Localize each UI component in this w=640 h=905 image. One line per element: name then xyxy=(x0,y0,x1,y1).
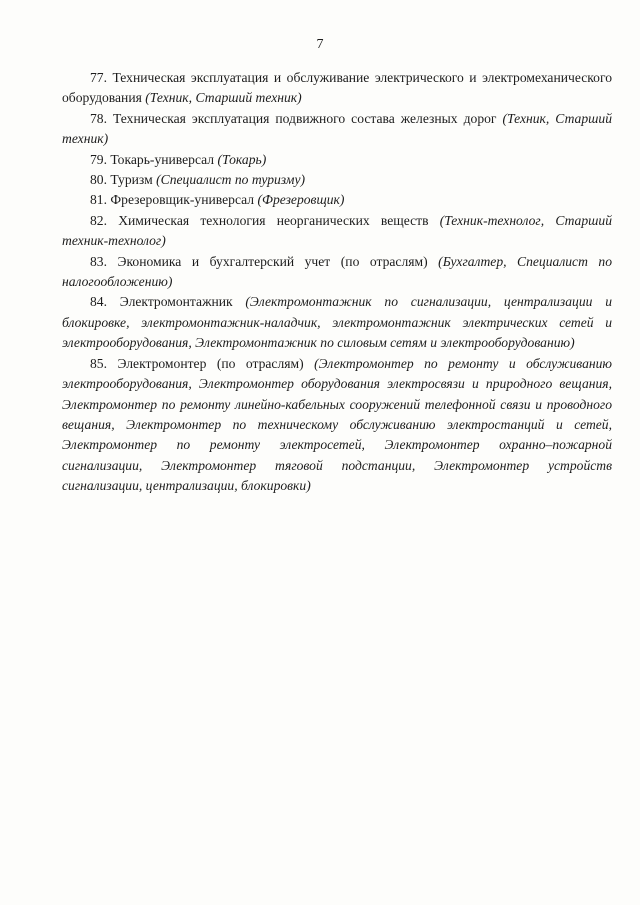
specialty-title: Токарь-универсал xyxy=(110,151,215,167)
item-number: 78. xyxy=(90,110,107,126)
item-number: 79. xyxy=(90,151,107,167)
list-item xyxy=(62,190,612,210)
specialty-title: Электромонтажник xyxy=(119,294,233,310)
qualifications: (Бухгалтер, Специалист по налогообложению) xyxy=(62,253,613,290)
qualifications: (Техник-технолог, Старший техник-технолог) xyxy=(62,212,613,249)
item-number: 81. xyxy=(90,192,107,208)
specialty-title: Техническая эксплуатация и обслуживание электрического и электромеханического оборудования xyxy=(62,70,613,106)
specialty-title: Техническая эксплуатация подвижного состава железных дорог xyxy=(113,110,497,126)
qualifications: (Специалист по туризму) xyxy=(156,172,306,188)
list-item xyxy=(62,150,612,170)
list-item xyxy=(62,68,612,109)
specialty-title: Экономика и бухгалтерский учет (по отраслям) xyxy=(117,253,428,269)
qualifications: (Техник, Старший техник) xyxy=(62,110,612,147)
specialty-title: Электромонтер (по отраслям) xyxy=(117,355,304,371)
list-item xyxy=(62,211,612,252)
specialty-title: Туризм xyxy=(110,172,153,188)
list-item xyxy=(62,170,612,190)
qualifications: (Электромонтер по ремонту и обслуживанию электрооборудования, Электромонтер оборудования электросвязи и природного вещания, Электромонтер по ремонту линейно-кабельных сооружений телефонной связи и проводного вещания, Электромонтер по техническому обслуживанию электростанций и сетей, Электромонтер по ремонту электросетей, Электромонтер охранно–пожарной сигнализации, Электромонтер тяговой подстанции, Электромонтер устройств сигнализации, централизации, блокировки) xyxy=(62,355,612,494)
page-number: 7 xyxy=(316,37,324,52)
item-number: 80. xyxy=(90,172,107,188)
qualifications: (Фрезеровщик) xyxy=(257,192,345,208)
list-item xyxy=(62,292,612,353)
specialty-title: Химическая технология неорганических веществ xyxy=(118,212,429,228)
item-number: 85. xyxy=(90,355,107,371)
item-number: 82. xyxy=(90,212,107,228)
specialty-list xyxy=(62,68,612,497)
qualifications: (Токарь) xyxy=(217,151,267,167)
list-item xyxy=(62,354,612,497)
list-item xyxy=(62,109,612,150)
specialty-title: Фрезеровщик-универсал xyxy=(110,192,255,208)
item-number: 77. xyxy=(90,70,107,85)
list-item xyxy=(62,252,612,293)
item-number: 84. xyxy=(90,294,107,310)
qualifications: (Электромонтажник по сигнализации, централизации и блокировке, электромонтажник-наладчик, электромонтажник электрических сетей и электрооборудования, Электромонтажник по силовым сетям и электрооборудованию) xyxy=(62,294,612,351)
qualifications: (Техник, Старший техник) xyxy=(145,90,302,106)
item-number: 83. xyxy=(90,253,107,269)
